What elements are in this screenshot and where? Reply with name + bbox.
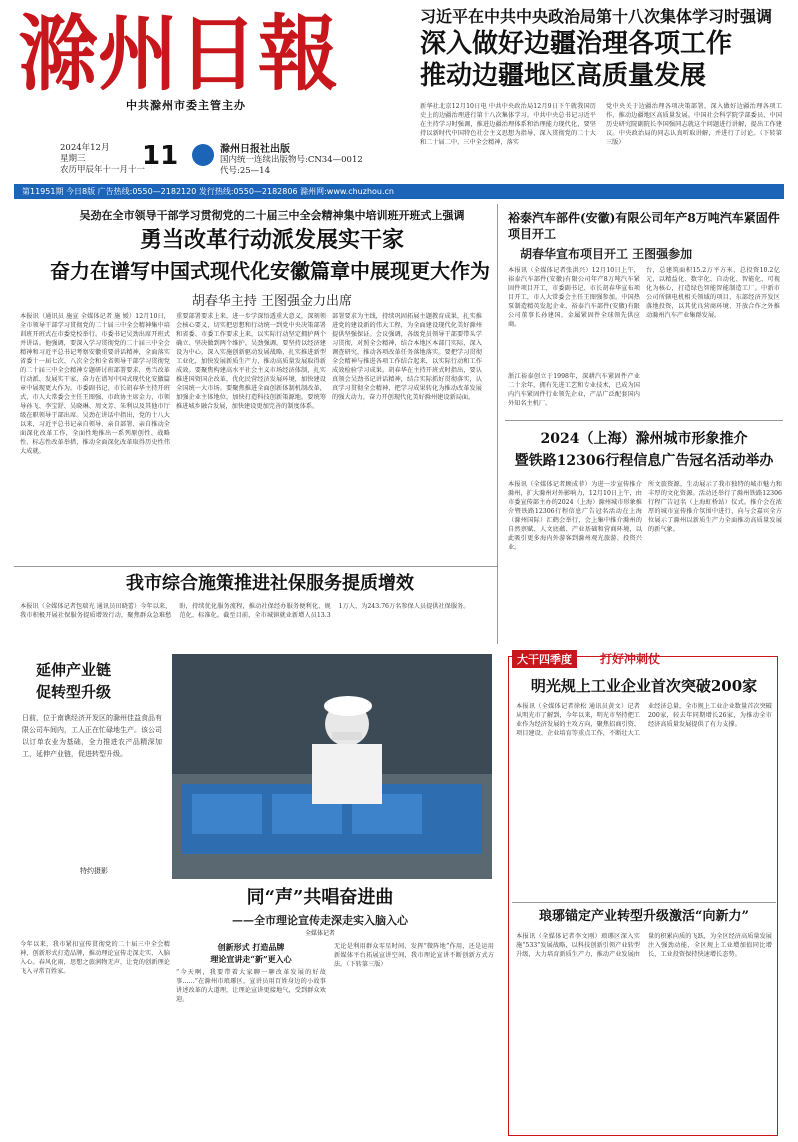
paper-logo-icon: [192, 144, 214, 166]
lead-column-1: 本报讯（通讯员 施宣 全媒体记者 施 嫒）12月10日，全市领导干部学习贯彻党的二十届三中全会精神集中培训班开班式在市委党校举行。市委书记吴劲出席开班式并讲话。他强调，要深入学习贯彻党的二十届三中全会精神和习近平总书记考察安徽重要讲话精神，全面落实省委十一届七次、八次全会和全省领导干部学习贯彻党的二十届三中全会精神专题研讨班部署要求，勇当改革行动派、发展实干家，奋力在谱写中国式现代化安徽篇章中展现更大作为。市委副书记、市长胡春华主持开班式，市人大常委会主任王图强、市政协主席金力，市领导孙飞、李宝舒、吴晓琳、周文芳、朱利以及其他市厅级在职领导干部出席。吴劲在讲话中指出，党的十八大以来，习近平总书记亲自领导、亲自部署、亲自推动全面深化改革工作，全面性地推出一系列原创性、战略性、标志性改革举措，推动全面深化改革取得历史性伟大成就。: [20, 313, 170, 455]
culture-body-2: “今天啊，我要带着大家聊一聊改革发展的好故事……”在滁州市琅琊区，宣讲员用百姓身边的小故事讲述改革的大道理，让理论宣讲更接地气，受到群众欢迎。: [176, 969, 326, 1003]
paper-code2: 代号:25—14: [220, 166, 270, 176]
masthead-weekday: 星期三: [60, 154, 86, 164]
masthead-lunar: 农历甲辰年十一月十一: [60, 165, 146, 175]
top-story-kicker: 习近平在中共中央政治局第十八次集体学习时强调: [420, 7, 773, 26]
right1-body-a: 本报讯（全媒体记者张洪兴）12月10日上午，裕泰汽车部件(安徽)有限公司年产8万吨汽车紧固件项目开工，市委副书记、市长胡春华宣布项目开工，市人大常委会主任王图强参加。中国热泵制造精英发起企业，裕泰汽车部件(安徽)有限公司董事长孙建国，金属紧固件全球领先供应商。: [508, 267, 640, 328]
lead-headline-1: 勇当改革行动派发展实干家: [139, 227, 404, 253]
culture-sub: ——全市理论宣传走深走实入脑入心: [232, 914, 408, 927]
feature-kicker-tag: 大干四季度: [512, 650, 577, 668]
top-story-body-b: 党中央关于边疆治理各项决策部署，深入做好边疆治理各项工作，推动边疆地区高质量发展。中国社会科学院学部委员、中国历史研究院副院长李国强同志就这个问题进行讲解，提出工作建议。中央政治局的同志认真听取讲解，并进行了讨论。（下转第三版）: [606, 103, 782, 146]
feature2-headline: 琅琊锚定产业转型升级激活“向新力”: [539, 909, 749, 924]
paper-name: 滁州日报社出版: [220, 144, 290, 155]
culture-side-title: 创新形式 打造品牌: [217, 942, 285, 952]
feature2-body: 本报讯（全媒体记者李文刚）琅琊区深入实施“533”发展战略，以科技创新引领产业转型升级，大力培育新质生产力，推动产业发展由量的积累向质的飞跃，为全区经济高质量发展注入强劲动能，全区规上工业增加值同比增长，工业投资保持快速增长态势。: [516, 933, 772, 958]
masthead-info-bar: 第11951期 今日8版 广告热线:0550—2182120 发行热线:0550—2182806 滁州网:www.chuzhou.cn: [14, 184, 784, 199]
right2-headline-1: 2024（上海）滁州城市形象推介: [540, 431, 748, 447]
masthead-day: 11: [142, 141, 179, 171]
right1-sub: 胡春华宣布项目开工 王图强参加: [520, 247, 693, 261]
top-story-body-a: 新华社北京12月10日电 中共中央政治局12月9日下午就我国历史上的边疆治理进行第十八次集体学习。中共中央总书记习近平在主持学习时强调，推进边疆治理体系和治理能力现代化，要坚持以新时代中国特色社会主义思想为指导，深入贯彻党的二十大和二十届二中、三中全会精神，落实: [420, 103, 596, 146]
right1-body-c: 浙江裕泰创立于1998年，深耕汽车紧固件产业二十余年，拥有先进工艺和专业技术，已成为国内汽车紧固件行业领先企业，产品广泛配套国内外知名主机厂。: [508, 373, 640, 407]
short1-headline-1: 延伸产业链: [36, 661, 112, 679]
right1-body-b: 台，总建筑面积15.2万平方米，总投资10.2亿元，以精益化、数字化、自动化、智能化、可视化为核心，打造绿色智能智能制造工厂。中新市公司所辖电机相关领域的项目，东部经济开发区落地投资，以其优良营商环境、开放合作之外推动滁州汽车产业集群发展。: [646, 267, 780, 319]
paper-codes: 国内统一连续出版物号:CN34—0012: [220, 155, 363, 165]
short1-credit: 特约摄影: [80, 867, 108, 875]
masthead-date: [60, 143, 145, 176]
lead-column-3: 部署要求为主线，持续巩固拓展主题教育成果，扎实推进党的建设新的伟大工程，为全面建设现代化美好滁州提供坚强保证。会议强调，各级党员领导干部要带头学习贯彻，对照全会精神，结合本地区本部门实际，深入调查研究，推动各项改革任务落地落实。要把学习贯彻全会精神与推进各项工作结合起来，以实际行动和工作成效检验学习成果。胡春华在主持开班式时指出，要认真领会吴劲书记讲话精神，结合实际抓好贯彻落实，认真学习贯彻全会精神，把学习成果转化为推动改革发展的强大动力，奋力开创现代化美好滁州建设新局面。: [332, 313, 482, 401]
lead-divider: [14, 566, 497, 567]
feature-kicker-2: 打好冲刺仗: [600, 652, 661, 666]
lead-byline: 胡春华主持 王图强金力出席: [191, 294, 353, 309]
masthead-title: 滁州日報: [18, 6, 338, 96]
culture-headline: 同“声”共唱奋进曲: [246, 887, 394, 908]
column-divider: [497, 204, 498, 644]
right2-body-a: 本报讯（全媒体记者顾成菲）为进一步宣传推介滁州，扩大滁州对外影响力，12月10日上午，由市委宣传部主办的2024（上海）滁州城市形象推介暨铁路12306行程信息广告冠名活动在上海（滁州国际）汇鹤会举行，会上集中推介滁州的自然禀赋、人文底蕴、产业基础和营商环境，以此吸引更多海内外游客到滁州观光旅游、投资兴业。: [508, 481, 642, 551]
social-headline: 我市综合施策推进社保服务提质增效: [126, 573, 414, 594]
lead-kicker: 吴劲在全市领导干部学习贯彻党的二十届三中全会精神集中培训班开班式上强调: [79, 209, 465, 222]
factory-photo-art: [172, 654, 492, 879]
culture-body-3: 无论是利用群众零星时间、发挥“微阵地”作用，还是运用新媒体平台拓展宣讲空间，我市理论宣讲不断创新方式方法。（下转第三版）: [334, 943, 494, 968]
lead-headline-2: 奋力在谱写中国式现代化安徽篇章中展现更大作为: [50, 259, 490, 283]
paper-info: [220, 144, 363, 177]
culture-body: 今年以来，我市紧扣宣传贯彻党的二十届三中全会精神，创新形式打造品牌，推动理论宣传走深走实、入脑入心。春风化雨，思想之旅润物无声，让党的创新理论飞入寻常百姓家。: [20, 941, 170, 975]
masthead-date-line: 2024年12月: [60, 143, 110, 153]
masthead-logo-art: [14, 4, 344, 96]
lead-column-2: 重要部署要求上来，进一步学深悟透重大意义，深刻领会核心要义，切实把思想和行动统一到党中央决策部署和省委、市委工作要求上来，以实际行动坚定拥护两个确立、坚决做到两个维护。吴劲强调，要坚持以经济建设为中心，深入实施创新驱动发展战略，扎实推进新型工业化，加快发展新质生产力，推动高质量发展取得新成效。要聚焦构建高水平社会主义市场经济体制，扎实推进国资国企改革，优化民营经济发展环境，加快建设全国统一大市场。要聚焦推进全面创新体制机制改革，加强企业主体地位，加快打造科技创新策源地。要统筹推进城乡融合发展，加快建设更加完善的制度体系。: [176, 313, 326, 410]
short1-body: 日前，位于南谯经济开发区的滁州佳益食品有限公司车间内，工人正在忙碌地生产。该公司以订单农业为基础，全力推进农产品精深加工，延伸产业链，促进转型升级。: [22, 714, 162, 758]
culture-sub-2: 全媒体记者: [304, 930, 335, 937]
culture-side-sub: 理论宣讲走“新”更入心: [210, 954, 292, 964]
feature-headline: 明光规上工业企业首次突破200家: [530, 677, 758, 695]
feature-body: 本报讯（全媒体记者徐松 通讯员黄文）记者从明光市了解到，今年以来，明光市坚持把工业作为经济发展的主攻方向，聚焦招商引资、项目建设、企业培育等重点工作，不断壮大工业经济总量，全市规上工业企业数量首次突破200家，较去年同期增长26家，为推动全市经济高质量发展提供了有力支撑。: [516, 703, 772, 737]
factory-photo: [172, 654, 492, 879]
short1-headline-2: 促转型升级: [36, 683, 112, 701]
right2-body-b: 所文旅资源，生动展示了我市独特的城市魅力和丰厚的文化资源。活动还举行了滁州铁路12306行程广告冠名（上海虹桥站）仪式。推介会在浓厚的城市宣传推介氛围中进行，向与会嘉宾全方位展示了滁州以新质生产力全面推动高质量发展的新气象。: [648, 481, 782, 533]
feature-divider: [512, 902, 776, 903]
top-story-headline-1: 深入做好边疆治理各项工作: [420, 29, 733, 59]
right-divider: [505, 420, 783, 421]
top-story-headline-2: 推动边疆地区高质量发展: [420, 61, 707, 91]
right1-headline: 裕泰汽车部件(安徽)有限公司年产8万吨汽车紧固件项目开工: [508, 211, 780, 241]
right2-headline-2: 暨铁路12306行程信息广告冠名活动举办: [514, 453, 774, 469]
social-body: 本报讯（全媒体记者包瑞光 通讯员田晓蕾）今年以来，我市积极开展社保服务提质增效行动，聚焦群众急难愁盼，持续优化服务流程，推动社保经办服务便利化、规范化、标准化。截至目前，全市城镇就业新增人员13.31万人、为243.76万名参保人员提供社保服务。: [20, 603, 470, 619]
masthead-org: 中共滁州市委主管主办: [126, 99, 246, 112]
masthead-logo: [14, 4, 344, 96]
